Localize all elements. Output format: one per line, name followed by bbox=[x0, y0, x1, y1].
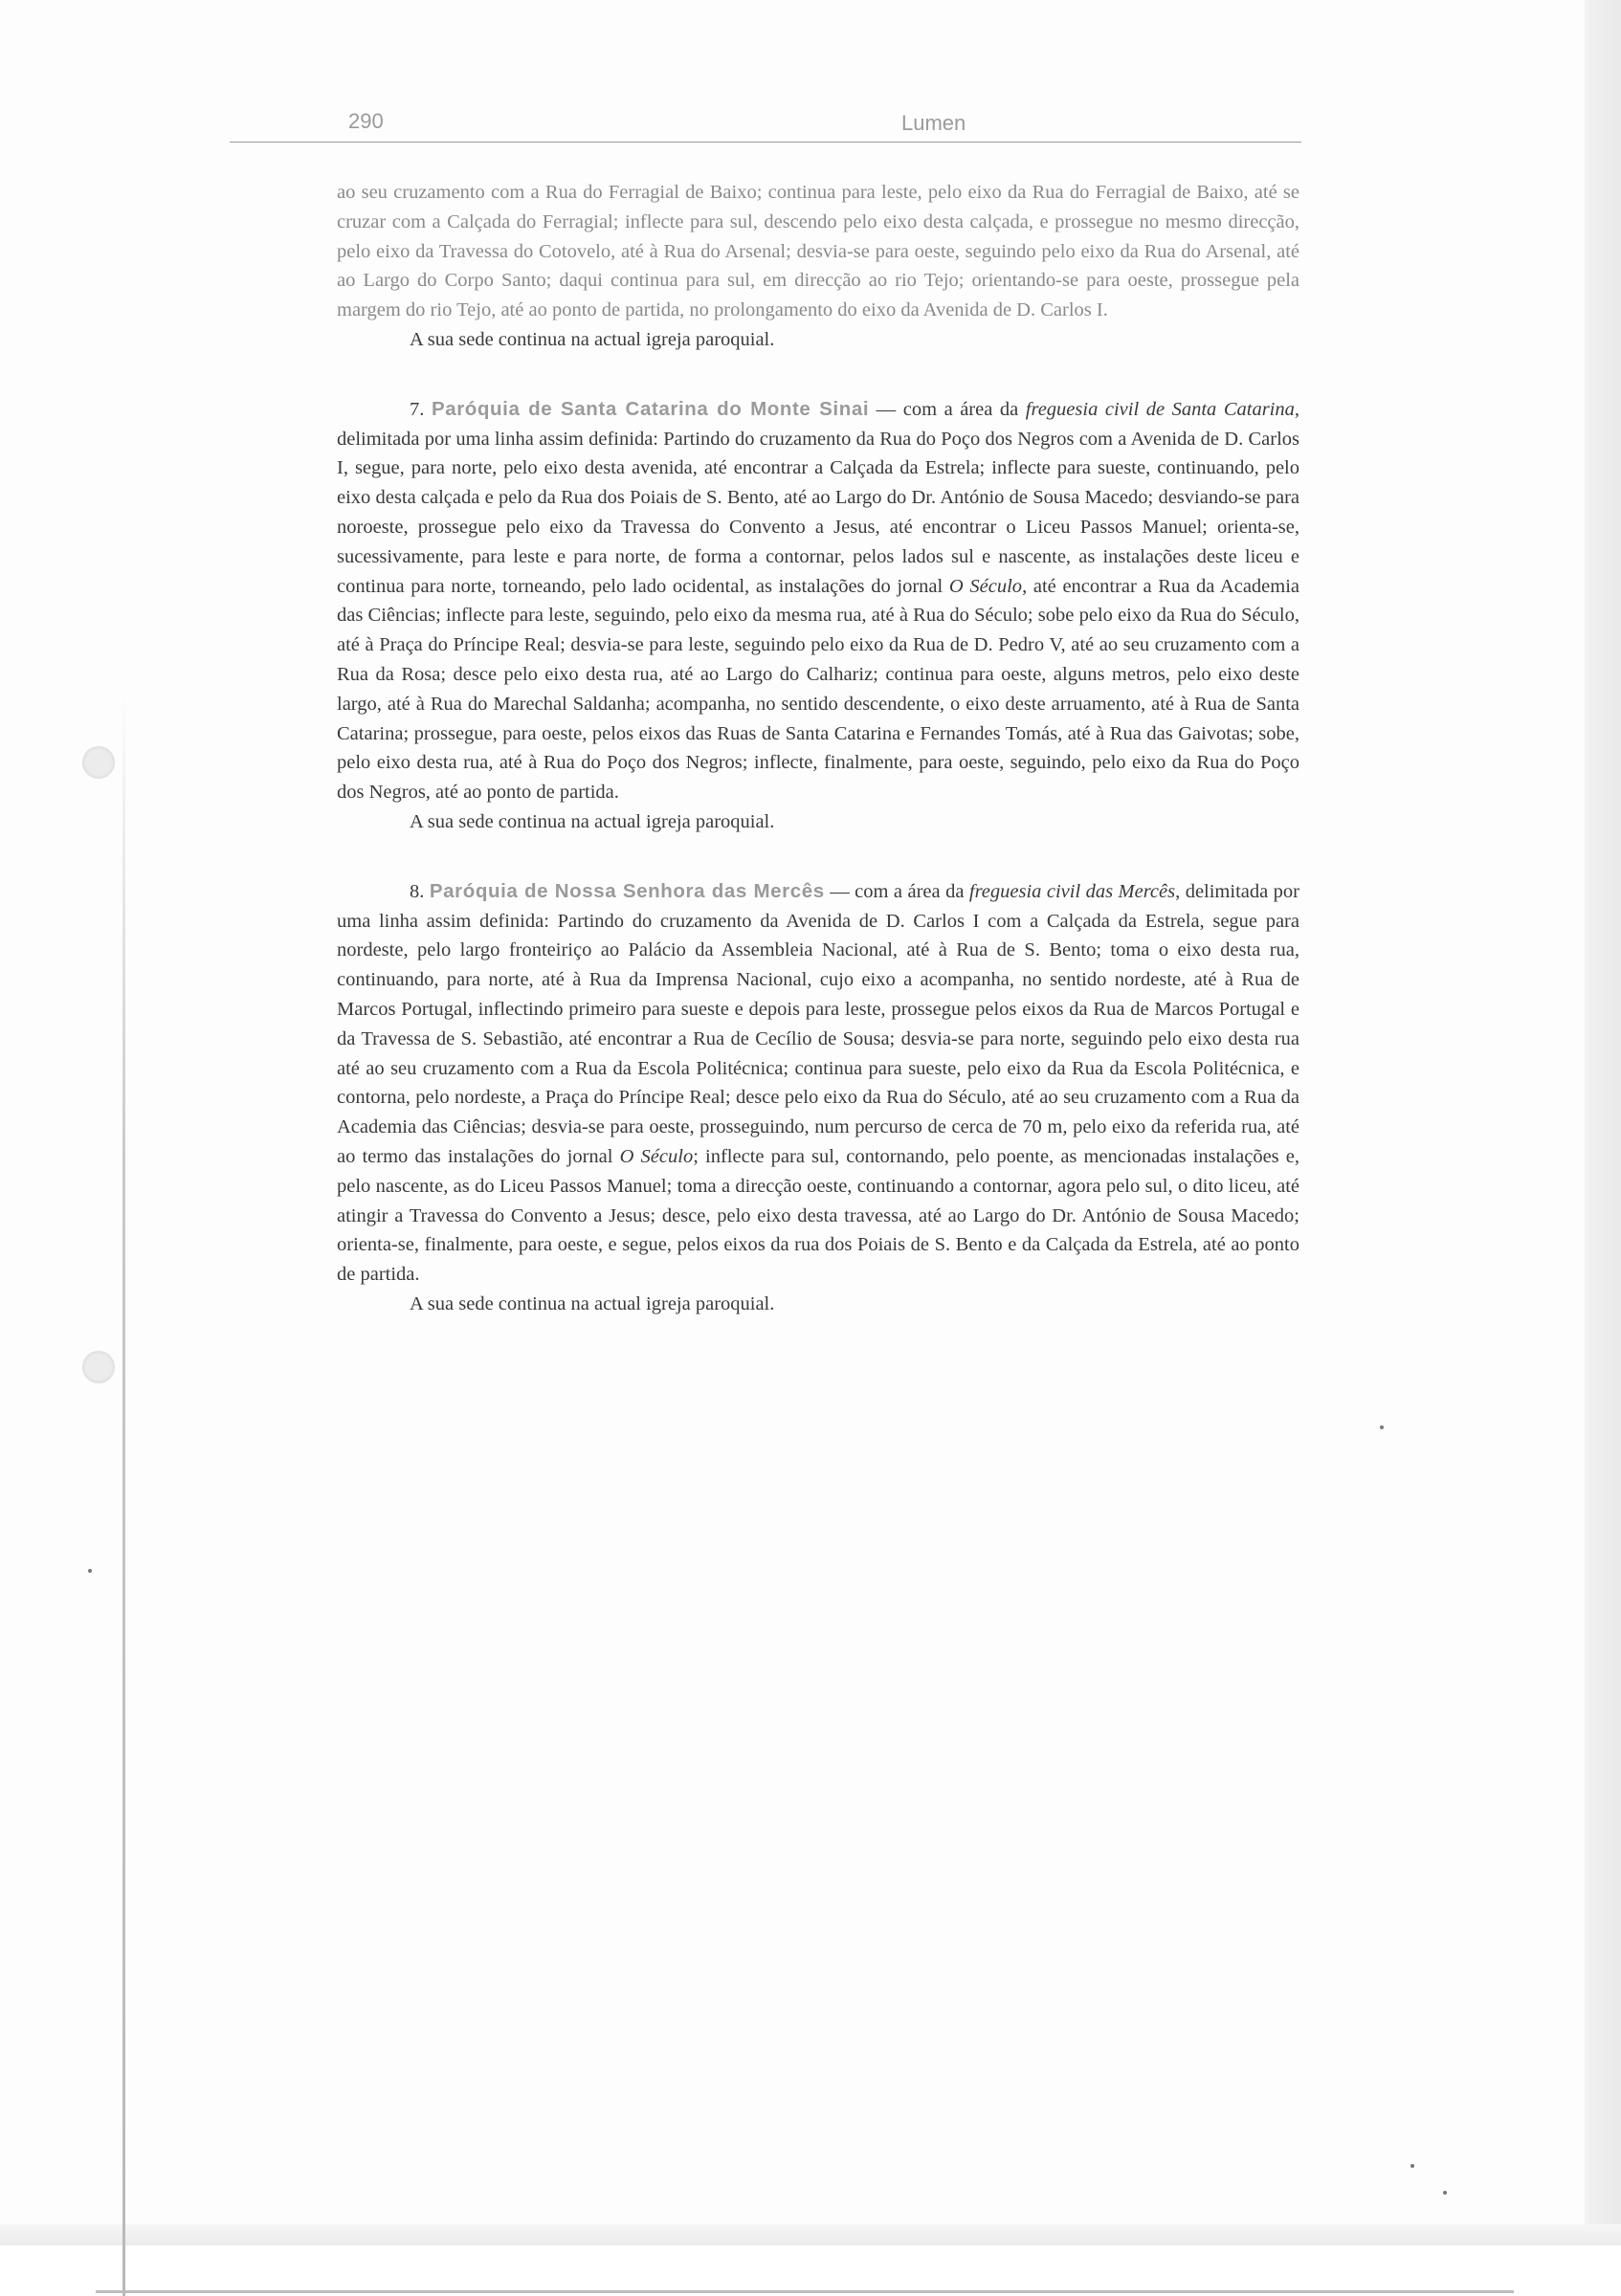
page-header bbox=[230, 107, 1301, 143]
running-title: Lumen bbox=[901, 111, 966, 135]
paragraph-continuation: ao seu cruzamento com a Rua do Ferragial de Baixo; continua para leste, pelo eixo da Rua do Ferragial de Baixo, até se cruzar com a Calçada do Ferragial; inflecte para sul, descendo pelo eixo desta calçada, e prossegue no mesmo direcção, pelo eixo da Travessa do Cotovelo, até à Rua do Arsenal; desvia-se para oeste, seguindo pelo eixo da Rua do Arsenal, até ao Largo do Corpo Santo; daqui continua para sul, em direcção ao rio Tejo; orientando-se para oeste, prossegue pela margem do rio Tejo, até ao ponto de partida, no prolongamento do eixo da Avenida de D. Carlos I. bbox=[337, 182, 1299, 321]
page-edge-shadow bbox=[1585, 0, 1621, 2245]
body-text bbox=[337, 178, 1299, 1319]
paragraph-sede-7: A sua sede continua na actual igreja paroquial. bbox=[410, 810, 775, 832]
scan-speck bbox=[1380, 1425, 1384, 1429]
section-8-body-a: , delimitada por uma linha assim definida: Partindo do cruzamento da Avenida de D. Carlos I com a Calçada da Estrela, segue para nordeste, pelo largo fronteiriço ao Palácio da Assembleia Nacional, até à Rua de S. Bento; toma o eixo desta rua, continuando, para norte, até à Rua da Imprensa Nacional, cujo eixo a acompanha, no sentido nordeste, até à Rua de Marcos Portugal, inflectindo primeiro para sueste e depois para leste, prossegue pelos eixos da Rua de Marcos Portugal e da Travessa de S. Sebastião, até encontrar a Rua de Cecílio de Sousa; desvia-se para norte, seguindo pelo eixo desta rua até ao seu cruzamento com a Rua da Escola Politécnica; continua para sueste, pelo eixo da Rua da Escola Politécnica, e contorna, pelo nordeste, a Praça do Príncipe Real; desce pelo eixo da Rua do Século, até ao seu cruzamento com a Rua da Academia das Ciências; desvia-se para oeste, prosseguindo, num percurso de cerca de 70 m, pelo eixo da referida rua, até ao termo das instalações do jornal bbox=[337, 880, 1299, 1167]
scan-speck bbox=[88, 1569, 92, 1573]
section-7-freguesia: freguesia civil de Santa Catarina bbox=[1025, 398, 1295, 420]
section-8-body-b: ; inflecte para sul, contornando, pelo poente, as mencionadas instalações e, pelo nascente, as do Liceu Passos Manuel; toma a direcção oeste, continuando a contornar, agora pelo sul, o dito liceu, até atingir a Travessa do Convento a Jesus; desce, pelo eixo desta travessa, até ao Largo do Dr. António de Sousa Macedo; orienta-se, finalmente, para oeste, e segue, pelos eixos da rua dos Poiais de S. Bento e da Calçada da Estrela, até ao ponto de partida. bbox=[337, 1145, 1300, 1286]
section-8-freguesia: freguesia civil das Mercês bbox=[968, 880, 1176, 902]
section-8-lead: — com a área da bbox=[824, 880, 969, 902]
punch-hole-top bbox=[82, 746, 115, 779]
section-8-seculo: O Século bbox=[619, 1145, 694, 1167]
section-7-heading: Paróquia de Santa Catarina do Monte Sinai bbox=[431, 397, 870, 420]
section-8-number: 8. bbox=[410, 880, 425, 902]
scan-speck bbox=[1410, 2164, 1414, 2168]
punch-hole-bottom bbox=[82, 1351, 115, 1383]
section-7-seculo: O Século bbox=[948, 575, 1023, 597]
section-7-number: 7. bbox=[410, 398, 425, 420]
section-7-body-a: , delimitada por uma linha assim definida: Partindo do cruzamento da Rua do Poço dos Negros com a Avenida de D. Carlos I, segue, para norte, pelo eixo desta avenida, até encontrar a Calçada da Estrela; inflecte para sueste, continuando, pelo eixo desta calçada e pelo da Rua dos Poiais de S. Bento, até ao Largo do Dr. António de Sousa Macedo; desviando-se para noroeste, prossegue pelo eixo da Travessa do Convento a Jesus, até encontrar o Liceu Passos Manuel; orienta-se, sucessivamente, para leste e para norte, de forma a contornar, pelos lados sul e nascente, as instalações deste liceu e continua para norte, torneando, pelo lado ocidental, as instalações do jornal bbox=[337, 398, 1300, 597]
paragraph-sede-8: A sua sede continua na actual igreja paroquial. bbox=[410, 1292, 775, 1314]
photocopy-frame-left bbox=[122, 689, 125, 2296]
scan-speck bbox=[1443, 2191, 1447, 2195]
section-8 bbox=[337, 877, 1299, 1290]
paragraph-sede-6: A sua sede continua na actual igreja paroquial. bbox=[410, 328, 775, 350]
section-7 bbox=[337, 395, 1299, 807]
section-7-body-b: , até encontrar a Rua da Academia das Ciências; inflecte para leste, seguindo, pelo eixo da mesma rua, até à Rua do Século; sobe pelo eixo da Rua do Século, até à Praça do Príncipe Real; desvia-se para leste, seguindo pelo eixo da Rua de D. Pedro V, até ao seu cruzamento com a Rua da Rosa; desce pelo eixo desta rua, até ao Largo do Calhariz; continua para oeste, alguns metros, pelo eixo deste largo, até à Rua do Marechal Saldanha; acompanha, no sentido descendente, o eixo deste arruamento, até à Rua de Santa Catarina; prossegue, para oeste, pelos eixos das Ruas de Santa Catarina e Fernandes Tomás, até à Rua das Gaivotas; sobe, pelo eixo desta rua, até à Rua do Poço dos Negros; inflecte, finalmente, para oeste, seguindo, pelo eixo da Rua do Poço dos Negros, até ao ponto de partida. bbox=[337, 575, 1300, 804]
page-bottom-shadow bbox=[0, 2224, 1621, 2245]
photocopy-frame-bottom bbox=[96, 2290, 1514, 2293]
section-7-lead: — com a área da bbox=[869, 398, 1026, 420]
section-8-heading: Paróquia de Nossa Senhora das Mercês bbox=[429, 879, 825, 902]
page-number: 290 bbox=[348, 109, 384, 133]
